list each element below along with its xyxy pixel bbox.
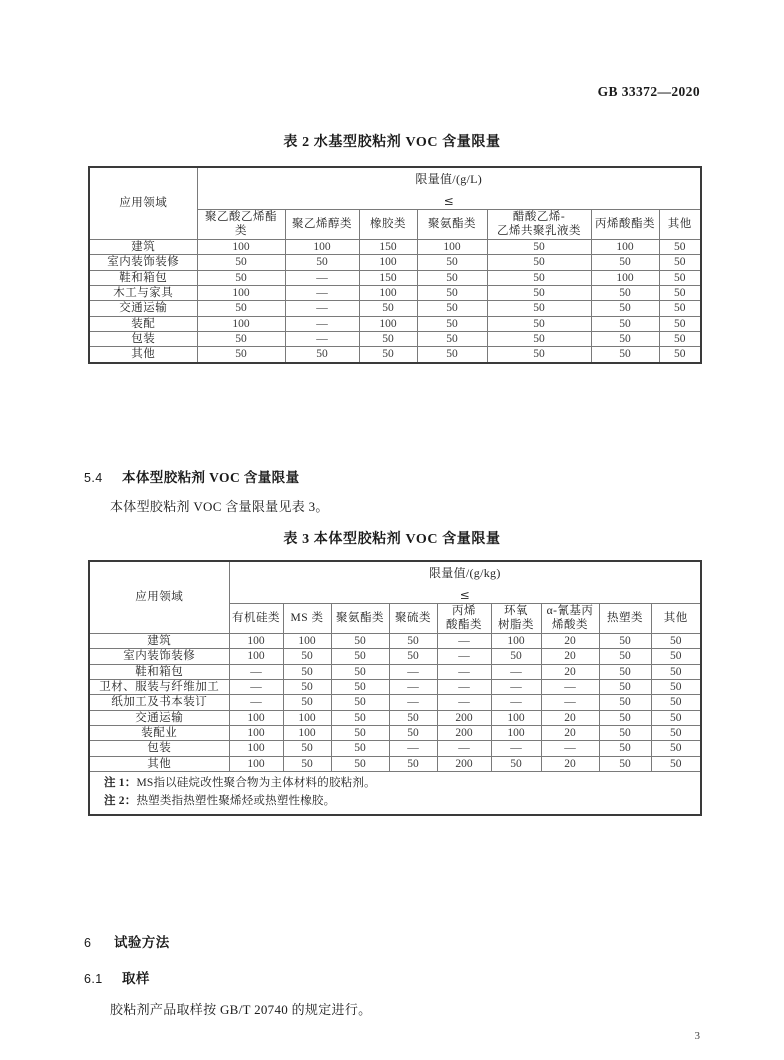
table-row	[89, 285, 701, 300]
table-cell: 50	[197, 301, 285, 316]
column-header: 其他	[659, 210, 701, 240]
table-cell: 50	[599, 679, 651, 694]
table-cell: 100	[229, 756, 283, 771]
table-cell: 50	[417, 316, 487, 331]
column-header: 聚乙酸乙烯酯类	[197, 210, 285, 240]
table-cell: 100	[359, 316, 417, 331]
table-cell: —	[437, 695, 491, 710]
table-cell: 50	[659, 301, 701, 316]
table-cell: —	[285, 332, 359, 347]
table-cell: 50	[359, 332, 417, 347]
table-cell: 20	[541, 649, 599, 664]
table-cell: 50	[599, 695, 651, 710]
table-cell: —	[389, 741, 437, 756]
table-cell: 50	[331, 710, 389, 725]
column-header: 环氧 树脂类	[491, 604, 541, 634]
table-cell: 50	[283, 679, 331, 694]
table-cell: —	[437, 633, 491, 648]
table-cell: —	[437, 679, 491, 694]
clause-6-1-heading	[84, 967, 724, 987]
clause-5-4-heading	[84, 466, 724, 486]
table-cell: —	[491, 679, 541, 694]
table-cell: 100	[229, 710, 283, 725]
row-label: 包装	[89, 332, 197, 347]
table3-unit-text: 限量值/(g/kg)	[428, 566, 501, 580]
row-label: 交通运输	[89, 301, 197, 316]
row-label: 建筑	[89, 239, 197, 254]
table-row	[89, 633, 701, 648]
table-cell: 50	[331, 633, 389, 648]
table-cell: 50	[599, 633, 651, 648]
table-cell: 50	[417, 332, 487, 347]
table-cell: —	[285, 301, 359, 316]
table-cell: 50	[591, 316, 659, 331]
table-cell: 50	[417, 270, 487, 285]
column-header: MS 类	[283, 604, 331, 634]
table2-unit-header	[197, 167, 701, 210]
table-cell: 200	[437, 726, 491, 741]
table-cell: 50	[417, 347, 487, 363]
table-cell: 50	[283, 695, 331, 710]
row-label: 包装	[89, 741, 229, 756]
table3-head	[89, 561, 701, 633]
table-cell: 50	[487, 255, 591, 270]
table-cell: 100	[283, 633, 331, 648]
column-header: 丙烯酸酯类	[591, 210, 659, 240]
table-cell: —	[491, 664, 541, 679]
table-row	[89, 239, 701, 254]
table-cell: 50	[487, 347, 591, 363]
table-cell: 50	[197, 255, 285, 270]
table-cell: 50	[659, 239, 701, 254]
table-cell: 150	[359, 270, 417, 285]
table-notes-cell	[89, 772, 701, 815]
table-cell: 50	[599, 726, 651, 741]
table2-container	[88, 166, 702, 364]
column-header: 聚氨酯类	[417, 210, 487, 240]
table-cell: 50	[331, 726, 389, 741]
column-header: 聚乙烯醇类	[285, 210, 359, 240]
column-header: α-氰基丙 烯酸类	[541, 604, 599, 634]
table-cell: 100	[491, 710, 541, 725]
table-cell: 50	[417, 285, 487, 300]
table-cell: 100	[197, 239, 285, 254]
table-cell: 50	[591, 347, 659, 363]
table-row	[89, 679, 701, 694]
row-label: 交通运输	[89, 710, 229, 725]
column-header: 橡胶类	[359, 210, 417, 240]
table-cell: 50	[659, 270, 701, 285]
table-cell: 100	[491, 726, 541, 741]
table-cell: 100	[197, 316, 285, 331]
table-cell: 100	[197, 285, 285, 300]
table-cell: —	[389, 695, 437, 710]
table-cell: —	[389, 664, 437, 679]
table-cell: 20	[541, 756, 599, 771]
table-cell: 50	[283, 756, 331, 771]
column-header: 有机硅类	[229, 604, 283, 634]
column-header: 其他	[651, 604, 701, 634]
table-cell: —	[541, 695, 599, 710]
table-cell: 50	[591, 301, 659, 316]
table-note-row	[89, 772, 701, 815]
column-header: 聚硫类	[389, 604, 437, 634]
table3-body	[89, 633, 701, 771]
clause-5-4-title: 本体型胶粘剂 VOC 含量限量	[122, 470, 300, 485]
table-cell: 50	[591, 285, 659, 300]
table2-row-header: 应用领域	[89, 167, 197, 239]
table-row	[89, 664, 701, 679]
row-label: 装配	[89, 316, 197, 331]
table-cell: 50	[651, 756, 701, 771]
table-cell: 50	[599, 664, 651, 679]
table3-unit-header	[229, 561, 701, 604]
table3	[88, 560, 702, 816]
table-cell: 100	[229, 649, 283, 664]
table-cell: 50	[659, 332, 701, 347]
row-label: 纸加工及书本装订	[89, 695, 229, 710]
row-label: 室内装饰装修	[89, 649, 229, 664]
clause-6-1-number: 6.1	[84, 972, 103, 986]
table-cell: —	[285, 270, 359, 285]
running-header: GB 33372—2020	[597, 84, 700, 99]
table-cell: 100	[229, 726, 283, 741]
table-cell: 50	[283, 649, 331, 664]
table2	[88, 166, 702, 364]
table-cell: 50	[389, 633, 437, 648]
table-cell: 50	[651, 649, 701, 664]
table-cell: 100	[285, 239, 359, 254]
table-cell: 20	[541, 710, 599, 725]
table-cell: 50	[331, 679, 389, 694]
table-cell: 50	[197, 270, 285, 285]
table-cell: 50	[651, 664, 701, 679]
table-cell: 50	[651, 710, 701, 725]
table-cell: 50	[197, 347, 285, 363]
table-cell: 100	[591, 239, 659, 254]
table-cell: 50	[283, 741, 331, 756]
table-note: 注 1：MS指以硅烷改性聚合物为主体材料的胶粘剂。	[104, 777, 376, 790]
page-number: 3	[694, 1030, 700, 1042]
table-row	[89, 695, 701, 710]
table3-limit-symbol: ≤	[459, 588, 470, 602]
table-cell: 50	[389, 710, 437, 725]
table-cell: 100	[591, 270, 659, 285]
table-cell: 50	[591, 332, 659, 347]
table-row	[89, 270, 701, 285]
table-cell: 20	[541, 633, 599, 648]
table-cell: 20	[541, 664, 599, 679]
table-cell: 100	[283, 726, 331, 741]
clause-6-1-title: 取样	[122, 971, 150, 986]
table-cell: —	[437, 649, 491, 664]
table2-head	[89, 167, 701, 239]
table-cell: 50	[331, 741, 389, 756]
table3-row-header: 应用领域	[89, 561, 229, 633]
table-cell: 50	[359, 347, 417, 363]
clause-5-4-body: 本体型胶粘剂 VOC 含量限量见表 3。	[110, 499, 329, 514]
table-cell: 50	[599, 649, 651, 664]
table-row	[89, 756, 701, 771]
clause-6-title: 试验方法	[114, 935, 170, 950]
table-row	[89, 726, 701, 741]
table-cell: 50	[491, 756, 541, 771]
table-row	[89, 255, 701, 270]
table-cell: 100	[229, 633, 283, 648]
table-cell: 50	[487, 316, 591, 331]
table-cell: 50	[285, 347, 359, 363]
table-cell: 50	[651, 726, 701, 741]
table-cell: —	[491, 695, 541, 710]
table3-caption: 表 3 本体型胶粘剂 VOC 含量限量	[283, 532, 501, 547]
table-row	[89, 347, 701, 363]
table-cell: 50	[591, 255, 659, 270]
table-cell: 50	[599, 741, 651, 756]
table-cell: 100	[359, 285, 417, 300]
table-cell: 50	[487, 285, 591, 300]
table-cell: 50	[417, 301, 487, 316]
column-header: 热塑类	[599, 604, 651, 634]
table-cell: 50	[285, 255, 359, 270]
table2-body	[89, 239, 701, 363]
table-cell: —	[229, 695, 283, 710]
table-cell: —	[285, 316, 359, 331]
table-row	[89, 332, 701, 347]
clause-6-1-body: 胶粘剂产品取样按 GB/T 20740 的规定进行。	[110, 1002, 372, 1017]
column-header: 聚氨酯类	[331, 604, 389, 634]
table-cell: 150	[359, 239, 417, 254]
table-cell: 100	[283, 710, 331, 725]
table-cell: —	[285, 285, 359, 300]
table3-container	[88, 560, 702, 816]
table-cell: —	[491, 741, 541, 756]
table-cell: 50	[651, 633, 701, 648]
table2-caption: 表 2 水基型胶粘剂 VOC 含量限量	[283, 135, 501, 150]
table-cell: 100	[491, 633, 541, 648]
table-cell: 50	[331, 664, 389, 679]
table-cell: 20	[541, 726, 599, 741]
table-cell: 200	[437, 710, 491, 725]
row-label: 卫材、服装与纤维加工	[89, 679, 229, 694]
column-header: 醋酸乙烯- 乙烯共聚乳液类	[487, 210, 591, 240]
table-cell: 50	[491, 649, 541, 664]
table-cell: —	[541, 741, 599, 756]
table-cell: 50	[651, 695, 701, 710]
row-label: 建筑	[89, 633, 229, 648]
table-cell: 50	[197, 332, 285, 347]
table-cell: 50	[651, 741, 701, 756]
table-cell: 50	[283, 664, 331, 679]
table-cell: 50	[599, 756, 651, 771]
table-cell: —	[437, 664, 491, 679]
row-label: 鞋和箱包	[89, 664, 229, 679]
table-cell: —	[229, 664, 283, 679]
table-cell: —	[541, 679, 599, 694]
table-cell: 50	[359, 301, 417, 316]
table-note: 注 2：热塑类指热塑性聚烯烃或热塑性橡胶。	[104, 794, 336, 807]
table-cell: 50	[659, 347, 701, 363]
row-label: 木工与家具	[89, 285, 197, 300]
table-cell: 100	[359, 255, 417, 270]
table-row	[89, 710, 701, 725]
table-cell: 50	[487, 301, 591, 316]
row-label: 鞋和箱包	[89, 270, 197, 285]
row-label: 其他	[89, 756, 229, 771]
table-cell: —	[229, 679, 283, 694]
row-label: 室内装饰装修	[89, 255, 197, 270]
table2-unit-text: 限量值/(g/L)	[415, 172, 483, 186]
table-cell: —	[389, 679, 437, 694]
table-row	[89, 649, 701, 664]
row-label: 其他	[89, 347, 197, 363]
clause-6-heading	[84, 931, 724, 951]
table-cell: 50	[389, 649, 437, 664]
table-cell: 50	[389, 726, 437, 741]
table3-notes	[89, 772, 701, 815]
table-row	[89, 301, 701, 316]
row-label: 装配业	[89, 726, 229, 741]
table-row	[89, 316, 701, 331]
table-cell: 100	[417, 239, 487, 254]
table-cell: 50	[331, 649, 389, 664]
table-cell: 50	[659, 285, 701, 300]
table-cell: 50	[659, 255, 701, 270]
table-cell: 50	[331, 695, 389, 710]
table-cell: —	[437, 741, 491, 756]
clause-5-4-number: 5.4	[84, 471, 103, 485]
table-cell: 50	[651, 679, 701, 694]
table-cell: 50	[487, 332, 591, 347]
table-cell: 50	[417, 255, 487, 270]
table-cell: 50	[331, 756, 389, 771]
clause-6-number: 6	[84, 936, 92, 950]
table-cell: 50	[599, 710, 651, 725]
table-cell: 200	[437, 756, 491, 771]
table-cell: 50	[487, 239, 591, 254]
table-row	[89, 741, 701, 756]
table2-limit-symbol: ≤	[443, 194, 454, 208]
table-cell: 50	[389, 756, 437, 771]
table-cell: 50	[487, 270, 591, 285]
table-cell: 50	[659, 316, 701, 331]
column-header: 丙烯 酸酯类	[437, 604, 491, 634]
table-cell: 100	[229, 741, 283, 756]
